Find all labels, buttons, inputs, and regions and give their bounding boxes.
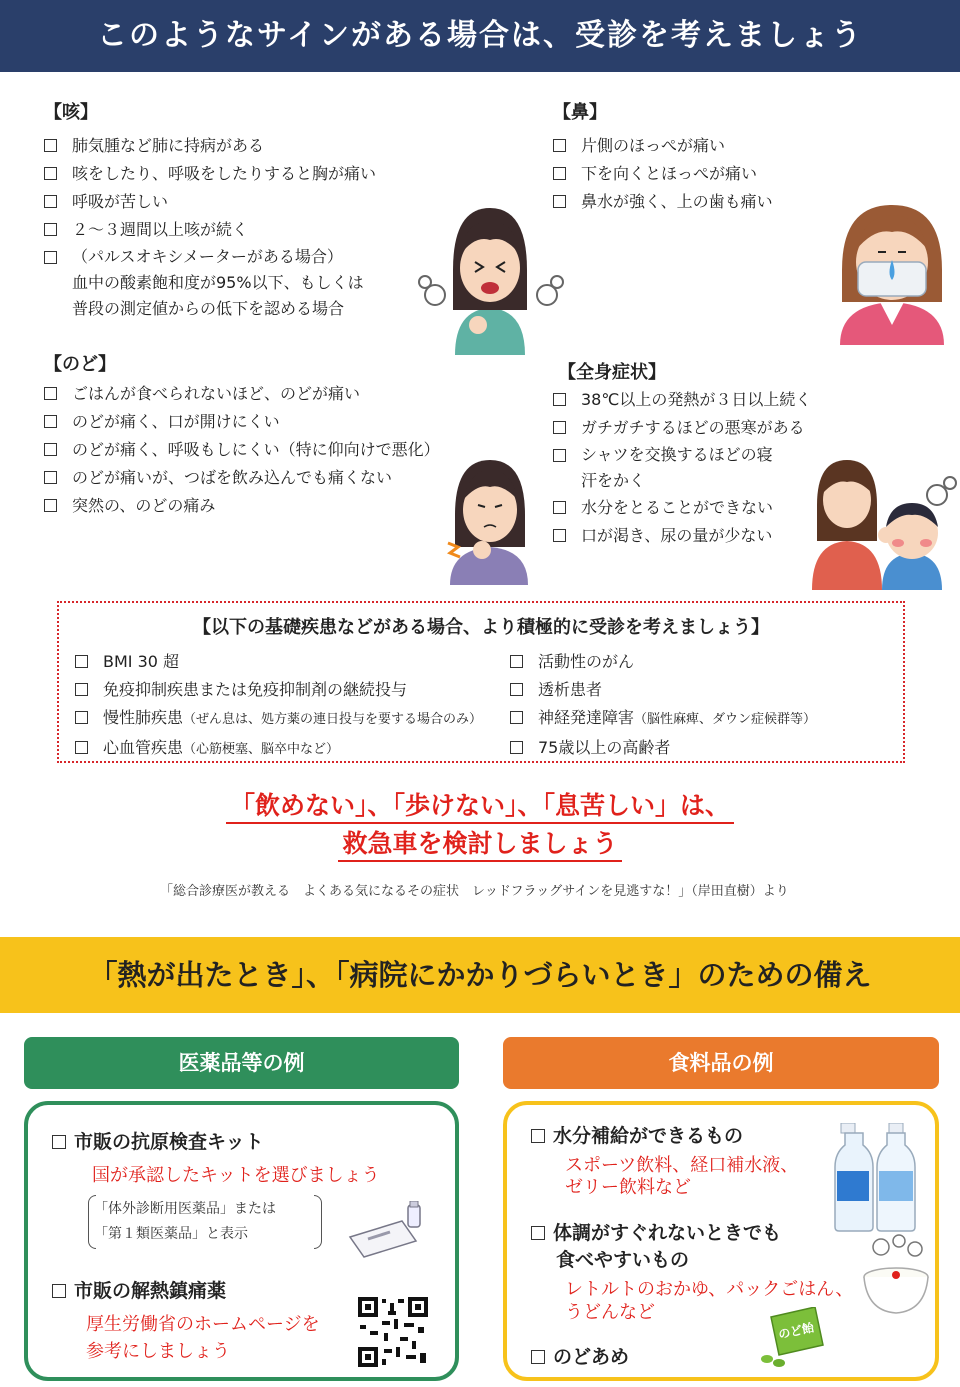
preparation-banner: 「熱が出たとき」、「病院にかかりづらいとき」のための備え xyxy=(0,937,960,1013)
candy-package-label: のど飴 xyxy=(777,1320,816,1342)
checkbox-icon xyxy=(510,741,523,754)
condition-item[interactable]: 慢性肺疾患（ぜん息は、処方薬の連日投与を要する場合のみ） xyxy=(75,704,482,734)
underlying-left-list xyxy=(75,648,482,764)
underlying-conditions-box xyxy=(57,601,905,763)
checkbox-icon xyxy=(44,139,57,152)
hydration-item[interactable]: 水分補給ができるもの xyxy=(531,1121,743,1148)
underlying-conditions-title: 【以下の基礎疾患などがある場合、より積極的に受診を考えましょう】 xyxy=(193,617,769,638)
checkbox-icon xyxy=(553,501,566,514)
checkbox-icon xyxy=(44,223,57,236)
checkbox-icon xyxy=(553,529,566,542)
condition-item[interactable]: 免疫抑制疾患または免疫抑制剤の継続投与 xyxy=(75,676,482,704)
antigen-kit-note1: 「体外診断用医薬品」または xyxy=(94,1201,276,1217)
whole-body-item[interactable]: シャツを交換するほどの寝 汗をかく xyxy=(553,442,811,494)
sore-throat-woman-illustration xyxy=(440,455,535,585)
checkbox-icon xyxy=(553,139,566,152)
source-citation: 「総合診療医が教える よくある気になるその症状 レッドフラッグサインを見逃すな！」（岸田直樹）より xyxy=(160,884,789,899)
condition-item[interactable]: 神経発達障害（脳性麻痺、ダウン症候群等） xyxy=(510,704,816,734)
qr-code-icon[interactable] xyxy=(358,1297,428,1367)
coughing-woman-illustration xyxy=(415,200,565,355)
checkbox-icon xyxy=(44,415,57,428)
checkbox-icon xyxy=(510,711,523,724)
cough-section-title: 【咳】 xyxy=(44,102,98,123)
drink-bottles-icon xyxy=(833,1123,923,1233)
note-bracket-right xyxy=(314,1195,322,1249)
checkbox-icon xyxy=(553,167,566,180)
checkbox-icon xyxy=(553,449,566,462)
checkbox-icon xyxy=(553,195,566,208)
checkbox-icon xyxy=(44,499,57,512)
checkbox-icon xyxy=(75,683,88,696)
cough-item[interactable]: ２～３週間以上咳が続く xyxy=(44,216,376,244)
food-header: 食料品の例 xyxy=(503,1037,939,1089)
whole-body-item[interactable]: 38℃以上の発熱が３日以上続く xyxy=(553,386,811,414)
checkbox-icon xyxy=(510,655,523,668)
whole-body-item[interactable]: ガチガチするほどの悪寒がある xyxy=(553,414,811,442)
mother-child-illustration xyxy=(812,455,957,590)
condition-item[interactable]: 透析患者 xyxy=(510,676,816,704)
cough-item[interactable]: 咳をしたり、呼吸をしたりすると胸が痛い xyxy=(44,160,376,188)
whole-body-item[interactable]: 口が渇き、尿の量が少ない xyxy=(553,522,811,550)
throat-checklist xyxy=(44,380,440,520)
antigen-kit-advice: 国が承認したキットを選びましょう xyxy=(92,1165,380,1186)
whole-body-checklist xyxy=(553,386,811,550)
fever-reducer-advice2: 参考にしましょう xyxy=(86,1341,230,1362)
checkbox-icon xyxy=(553,393,566,406)
antigen-kit-item[interactable]: 市販の抗原検査キット xyxy=(52,1127,264,1154)
cough-item[interactable]: （パルスオキシメーターがある場合） 血中の酸素飽和度が95%以下、もしくは 普段の測定値からの低下を認める場合 xyxy=(44,244,376,322)
condition-item[interactable]: 活動性のがん xyxy=(510,648,816,676)
emergency-alert-line2: 救急車を検討しましょう xyxy=(0,824,960,860)
throat-candy-icon xyxy=(757,1307,827,1367)
checkbox-icon xyxy=(44,387,57,400)
cough-item[interactable]: 肺気腫など肺に持病がある xyxy=(44,132,376,160)
antigen-test-kit-icon xyxy=(346,1201,436,1261)
cough-checklist xyxy=(44,132,376,322)
condition-item[interactable]: BMI 30 超 xyxy=(75,648,482,676)
condition-item[interactable]: 心血管疾患（心筋梗塞、脳卒中など） xyxy=(75,734,482,764)
whole-body-section-title: 【全身症状】 xyxy=(558,362,666,383)
nose-item[interactable]: 片側のほっぺが痛い xyxy=(553,132,773,160)
rice-bowl-icon xyxy=(859,1233,934,1323)
cough-item[interactable]: 呼吸が苦しい xyxy=(44,188,376,216)
hydration-examples2: ゼリー飲料など xyxy=(565,1177,691,1198)
throat-section-title: 【のど】 xyxy=(44,354,116,375)
checkbox-icon xyxy=(52,1135,66,1149)
fever-reducer-item[interactable]: 市販の解熱鎮痛薬 xyxy=(52,1276,226,1303)
checkbox-icon xyxy=(44,195,57,208)
checkbox-icon xyxy=(531,1129,545,1143)
checkbox-icon xyxy=(52,1284,66,1298)
medicine-panel xyxy=(24,1101,459,1381)
checkbox-icon xyxy=(75,741,88,754)
checkbox-icon xyxy=(44,443,57,456)
throat-item[interactable]: ごはんが食べられないほど、のどが痛い xyxy=(44,380,440,408)
throat-candy-item[interactable]: のどあめ xyxy=(531,1342,629,1369)
easy-food-examples1: レトルトのおかゆ、パックごはん、 xyxy=(565,1279,854,1300)
whole-body-item[interactable]: 水分をとることができない xyxy=(553,494,811,522)
nose-item[interactable]: 鼻水が強く、上の歯も痛い xyxy=(553,188,773,216)
page-title: このようなサインがある場合は、受診を考えましょう xyxy=(0,0,960,72)
masked-woman-illustration xyxy=(830,200,955,345)
easy-food-examples2: うどんなど xyxy=(565,1302,655,1323)
emergency-alert-line1: 「飲めない」、「歩けない」、「息苦しい」は、 xyxy=(0,786,960,822)
nose-checklist xyxy=(553,132,773,216)
throat-item[interactable]: のどが痛く、口が開けにくい xyxy=(44,408,440,436)
easy-food-item-line2: 食べやすいもの xyxy=(556,1249,690,1271)
checkbox-icon xyxy=(531,1350,545,1364)
checkbox-icon xyxy=(510,683,523,696)
antigen-kit-note2: 「第１類医薬品」と表示 xyxy=(94,1226,248,1242)
throat-item[interactable]: のどが痛いが、つばを飲み込んでも痛くない xyxy=(44,464,440,492)
nose-item[interactable]: 下を向くとほっぺが痛い xyxy=(553,160,773,188)
throat-item[interactable]: のどが痛く、呼吸もしにくい（特に仰向けで悪化） xyxy=(44,436,440,464)
checkbox-icon xyxy=(553,421,566,434)
food-panel xyxy=(503,1101,939,1381)
fever-reducer-advice1: 厚生労働省のホームページを xyxy=(86,1314,320,1335)
checkbox-icon xyxy=(531,1226,545,1240)
checkbox-icon xyxy=(75,655,88,668)
checkbox-icon xyxy=(44,167,57,180)
nose-section-title: 【鼻】 xyxy=(553,102,607,123)
easy-food-item[interactable]: 体調がすぐれないときでも xyxy=(531,1218,781,1245)
throat-item[interactable]: 突然の、のどの痛み xyxy=(44,492,440,520)
underlying-right-list xyxy=(510,648,816,762)
condition-item[interactable]: 75歳以上の高齢者 xyxy=(510,734,816,762)
checkbox-icon xyxy=(44,471,57,484)
medicine-header: 医薬品等の例 xyxy=(24,1037,459,1089)
checkbox-icon xyxy=(44,251,57,264)
checkbox-icon xyxy=(75,711,88,724)
hydration-examples1: スポーツ飲料、経口補水液、 xyxy=(565,1155,799,1176)
